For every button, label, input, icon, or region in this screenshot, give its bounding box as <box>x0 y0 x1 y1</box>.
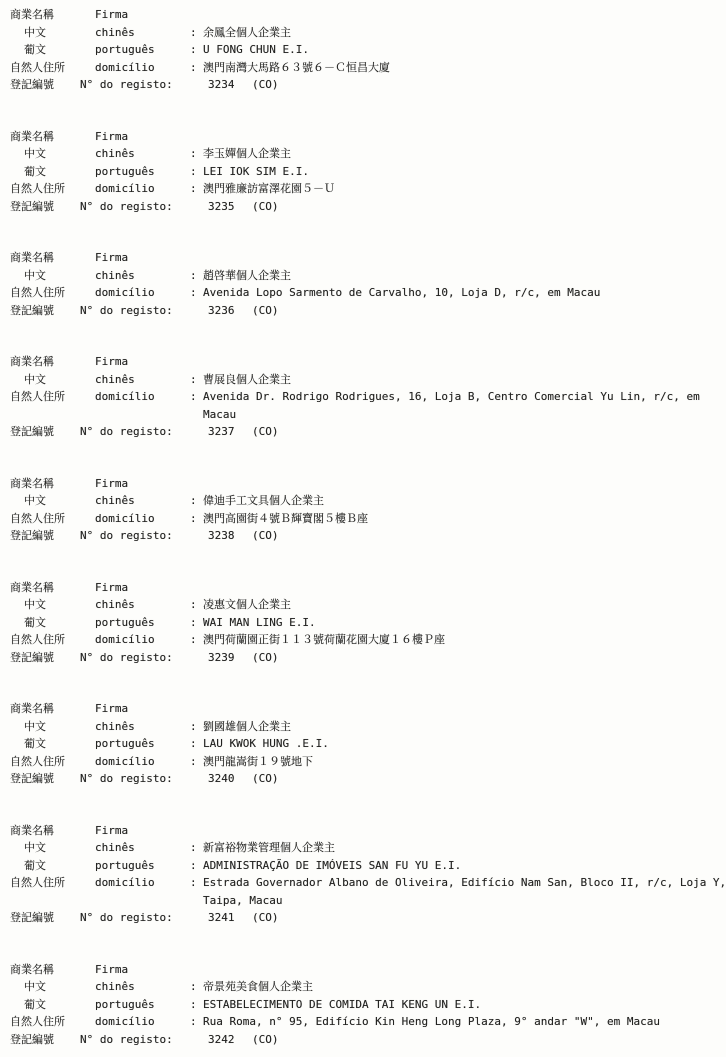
label-registry-pt: N° do registo: <box>80 78 173 91</box>
label-business-name-pt: Firma <box>95 251 129 264</box>
label-registry-zh: 登記編號 <box>10 650 54 664</box>
registration-row <box>10 770 718 788</box>
chinese-name-value: 劉國雄個人企業主 <box>203 719 291 733</box>
colon-separator: : <box>190 164 197 178</box>
chinese-name-row <box>10 978 718 996</box>
address-line: Rua Roma, n° 95, Edifício Kin Heng Long Plaza, 9° andar "W", em Macau <box>203 1015 660 1028</box>
colon-separator: : <box>190 182 197 195</box>
colon-separator: : <box>190 43 197 56</box>
label-chinese-pt: chinês <box>95 25 135 39</box>
registry-number: 3236 <box>208 303 235 317</box>
label-portuguese-pt: português <box>95 615 155 629</box>
address-line: Macau <box>203 407 237 421</box>
portuguese-name-row <box>10 996 718 1014</box>
label-chinese-zh: 中文 <box>24 25 46 39</box>
portuguese-name-value: WAI MAN LING E.I. <box>203 615 316 629</box>
chinese-name-value: 余鳳全個人企業主 <box>203 25 291 39</box>
address-value <box>203 874 726 909</box>
registration-row <box>10 76 718 94</box>
label-domicile-pt: domicílio <box>95 286 155 299</box>
address-value <box>203 284 718 302</box>
label-domicile-pt: domicílio <box>95 1015 155 1028</box>
business-name-row <box>10 128 718 146</box>
colon-separator: : <box>190 598 197 611</box>
label-portuguese-zh: 葡文 <box>24 615 46 629</box>
chinese-name-row <box>10 145 718 163</box>
registration-row <box>10 649 718 667</box>
address-row <box>10 180 718 198</box>
chinese-name-value: 趙啓華個人企業主 <box>203 268 291 282</box>
chinese-name-value: 新富裕物業管理個人企業主 <box>203 841 335 854</box>
chinese-name-value: 偉迪手工文具個人企業主 <box>203 494 324 507</box>
label-chinese-pt: chinês <box>95 598 135 611</box>
registry-suffix: (CO) <box>252 911 279 924</box>
address-line: 澳門龍嵩街１９號地下 <box>203 754 313 768</box>
label-registry-pt: N° do registo: <box>80 303 173 317</box>
address-row <box>10 284 718 302</box>
chinese-name-row <box>10 492 718 510</box>
label-registry-pt: N° do registo: <box>80 1032 173 1046</box>
address-row <box>10 388 718 423</box>
address-value <box>203 631 718 649</box>
registration-row <box>10 1031 718 1049</box>
registration-row <box>10 302 718 320</box>
label-domicile-zh: 自然人住所 <box>10 390 65 403</box>
label-business-name-pt: Firma <box>95 962 129 976</box>
colon-separator: : <box>190 511 197 525</box>
label-chinese-zh: 中文 <box>24 147 46 160</box>
registry-entry <box>10 961 718 1049</box>
address-value <box>203 388 718 423</box>
registry-entry <box>10 700 718 788</box>
business-name-row <box>10 353 718 371</box>
business-name-row <box>10 700 718 718</box>
chinese-name-value: 曹展良個人企業主 <box>203 372 291 386</box>
label-chinese-zh: 中文 <box>24 719 46 733</box>
address-line: 澳門雅廉訪富澤花園５－Ｕ <box>203 182 335 195</box>
portuguese-name-row <box>10 614 718 632</box>
label-chinese-zh: 中文 <box>24 841 46 854</box>
registry-entry <box>10 822 726 927</box>
label-registry-zh: 登記編號 <box>10 425 54 438</box>
address-value <box>203 1013 718 1031</box>
portuguese-name-row <box>10 735 718 753</box>
address-line: Avenida Lopo Sarmento de Carvalho, 10, Loja D, r/c, em Macau <box>203 286 601 299</box>
colon-separator: : <box>190 633 197 646</box>
label-chinese-pt: chinês <box>95 719 135 733</box>
registry-number: 3237 <box>208 425 235 438</box>
chinese-name-row <box>10 839 718 857</box>
colon-separator: : <box>190 494 197 507</box>
registry-number: 3242 <box>208 1032 235 1046</box>
colon-separator: : <box>190 286 197 299</box>
label-domicile-pt: domicílio <box>95 390 155 403</box>
business-name-row <box>10 249 718 267</box>
label-business-name-zh: 商業名稱 <box>10 962 54 976</box>
label-registry-zh: 登記編號 <box>10 529 54 542</box>
label-chinese-zh: 中文 <box>24 494 46 507</box>
label-chinese-zh: 中文 <box>24 268 46 282</box>
label-portuguese-pt: português <box>95 858 155 872</box>
portuguese-name-value: LEI IOK SIM E.I. <box>203 164 309 178</box>
address-line: 澳門高園街４號Ｂ輝寶閣５樓Ｂ座 <box>203 511 368 525</box>
business-name-row <box>10 822 718 840</box>
label-chinese-pt: chinês <box>95 268 135 282</box>
colon-separator: : <box>190 754 197 768</box>
label-business-name-zh: 商業名稱 <box>10 580 54 594</box>
label-domicile-pt: domicílio <box>95 754 155 768</box>
address-value <box>203 180 718 198</box>
registry-suffix: (CO) <box>252 772 279 785</box>
label-domicile-zh: 自然人住所 <box>10 511 65 525</box>
registry-suffix: (CO) <box>252 529 279 542</box>
address-row <box>10 631 718 649</box>
colon-separator: : <box>190 390 197 403</box>
label-business-name-zh: 商業名稱 <box>10 355 54 368</box>
label-domicile-pt: domicílio <box>95 60 155 74</box>
colon-separator: : <box>190 737 197 750</box>
registry-number: 3241 <box>208 911 235 924</box>
chinese-name-row <box>10 24 718 42</box>
chinese-name-value: 凌惠文個人企業主 <box>203 598 291 611</box>
chinese-name-row <box>10 718 718 736</box>
label-domicile-zh: 自然人住所 <box>10 876 65 889</box>
address-value <box>203 753 718 771</box>
registry-entry <box>10 579 718 667</box>
label-business-name-zh: 商業名稱 <box>10 8 54 21</box>
registry-number: 3235 <box>208 199 235 213</box>
label-registry-zh: 登記編號 <box>10 78 54 91</box>
registry-number: 3234 <box>208 78 235 91</box>
label-registry-zh: 登記編號 <box>10 303 54 317</box>
label-domicile-zh: 自然人住所 <box>10 60 65 74</box>
address-row <box>10 1013 718 1031</box>
label-domicile-pt: domicílio <box>95 633 155 646</box>
label-chinese-pt: chinês <box>95 494 135 507</box>
label-domicile-pt: domicílio <box>95 876 155 889</box>
registry-number: 3238 <box>208 529 235 542</box>
label-registry-pt: N° do registo: <box>80 772 173 785</box>
label-domicile-zh: 自然人住所 <box>10 286 65 299</box>
label-portuguese-pt: português <box>95 164 155 178</box>
label-domicile-zh: 自然人住所 <box>10 754 65 768</box>
portuguese-name-value: LAU KWOK HUNG .E.I. <box>203 737 329 750</box>
label-chinese-zh: 中文 <box>24 598 46 611</box>
label-business-name-zh: 商業名稱 <box>10 823 54 837</box>
label-portuguese-zh: 葡文 <box>24 997 46 1011</box>
label-registry-pt: N° do registo: <box>80 650 173 664</box>
address-row <box>10 874 726 909</box>
registry-suffix: (CO) <box>252 1032 279 1046</box>
label-chinese-pt: chinês <box>95 841 135 854</box>
label-portuguese-pt: português <box>95 43 155 56</box>
label-domicile-zh: 自然人住所 <box>10 182 65 195</box>
colon-separator: : <box>190 147 197 160</box>
label-portuguese-zh: 葡文 <box>24 164 46 178</box>
label-domicile-zh: 自然人住所 <box>10 633 65 646</box>
address-row <box>10 59 718 77</box>
address-value <box>203 59 718 77</box>
label-business-name-pt: Firma <box>95 580 129 594</box>
label-domicile-pt: domicílio <box>95 182 155 195</box>
colon-separator: : <box>190 25 197 39</box>
registry-entry <box>10 6 718 94</box>
registry-suffix: (CO) <box>252 425 279 438</box>
registry-suffix: (CO) <box>252 78 279 91</box>
address-value <box>203 510 718 528</box>
label-registry-zh: 登記編號 <box>10 772 54 785</box>
label-registry-pt: N° do registo: <box>80 911 173 924</box>
address-line: 澳門荷蘭園正街１１３號荷蘭花園大廈１６樓Ｐ座 <box>203 633 445 646</box>
label-portuguese-pt: português <box>95 997 155 1011</box>
chinese-name-row <box>10 267 718 285</box>
label-registry-zh: 登記編號 <box>10 199 54 213</box>
chinese-name-value: 帝景苑美食個人企業主 <box>203 980 313 993</box>
business-name-row <box>10 961 718 979</box>
colon-separator: : <box>190 1015 197 1028</box>
label-chinese-pt: chinês <box>95 980 135 993</box>
label-business-name-pt: Firma <box>95 476 129 490</box>
colon-separator: : <box>190 841 197 854</box>
label-registry-pt: N° do registo: <box>80 529 173 542</box>
label-registry-pt: N° do registo: <box>80 425 173 438</box>
label-portuguese-zh: 葡文 <box>24 858 46 872</box>
chinese-name-row <box>10 371 718 389</box>
label-business-name-pt: Firma <box>95 8 129 21</box>
chinese-name-value: 李玉嬋個人企業主 <box>203 147 291 160</box>
portuguese-name-row <box>10 163 718 181</box>
registry-entry <box>10 128 718 216</box>
registry-suffix: (CO) <box>252 199 279 213</box>
registry-entry <box>10 353 718 441</box>
label-portuguese-zh: 葡文 <box>24 737 46 750</box>
address-line: 澳門南灣大馬路６３號６－Ｃ恒昌大廈 <box>203 60 390 74</box>
registry-number: 3240 <box>208 772 235 785</box>
label-business-name-zh: 商業名稱 <box>10 476 54 490</box>
label-portuguese-pt: português <box>95 737 155 750</box>
label-chinese-pt: chinês <box>95 372 135 386</box>
colon-separator: : <box>190 980 197 993</box>
colon-separator: : <box>190 268 197 282</box>
address-line: Taipa, Macau <box>203 893 283 907</box>
portuguese-name-value: ESTABELECIMENTO DE COMIDA TAI KENG UN E.I. <box>203 997 482 1011</box>
business-name-row <box>10 6 718 24</box>
business-name-row <box>10 579 718 597</box>
registry-entry <box>10 475 718 545</box>
registry-suffix: (CO) <box>252 303 279 317</box>
portuguese-name-row <box>10 41 718 59</box>
registry-entry <box>10 249 718 319</box>
label-registry-zh: 登記編號 <box>10 1032 54 1046</box>
colon-separator: : <box>190 60 197 74</box>
address-row <box>10 753 718 771</box>
registration-row <box>10 527 718 545</box>
business-name-row <box>10 475 718 493</box>
label-business-name-zh: 商業名稱 <box>10 129 54 143</box>
colon-separator: : <box>190 615 197 629</box>
label-business-name-zh: 商業名稱 <box>10 702 54 715</box>
label-domicile-pt: domicílio <box>95 511 155 525</box>
label-business-name-pt: Firma <box>95 129 129 143</box>
label-portuguese-zh: 葡文 <box>24 43 46 56</box>
colon-separator: : <box>190 858 197 872</box>
label-business-name-pt: Firma <box>95 355 129 368</box>
registration-row <box>10 423 718 441</box>
label-chinese-zh: 中文 <box>24 372 46 386</box>
registry-suffix: (CO) <box>252 650 279 664</box>
portuguese-name-value: U FONG CHUN E.I. <box>203 43 309 56</box>
label-chinese-zh: 中文 <box>24 980 46 993</box>
colon-separator: : <box>190 372 197 386</box>
registry-number: 3239 <box>208 650 235 664</box>
portuguese-name-row <box>10 857 718 875</box>
colon-separator: : <box>190 997 197 1011</box>
address-row <box>10 510 718 528</box>
label-business-name-zh: 商業名稱 <box>10 251 54 264</box>
colon-separator: : <box>190 876 197 889</box>
label-domicile-zh: 自然人住所 <box>10 1015 65 1028</box>
label-chinese-pt: chinês <box>95 147 135 160</box>
label-business-name-pt: Firma <box>95 823 129 837</box>
registration-row <box>10 198 718 216</box>
registration-row <box>10 909 718 927</box>
label-registry-pt: N° do registo: <box>80 199 173 213</box>
colon-separator: : <box>190 719 197 733</box>
address-line: Estrada Governador Albano de Oliveira, Edifício Nam San, Bloco II, r/c, Loja Y, <box>203 876 726 889</box>
label-registry-zh: 登記編號 <box>10 911 54 924</box>
address-line: Avenida Dr. Rodrigo Rodrigues, 16, Loja B, Centro Comercial Yu Lin, r/c, em <box>203 390 700 403</box>
portuguese-name-value: ADMINISTRAÇÃO DE IMÓVEIS SAN FU YU E.I. <box>203 858 462 872</box>
label-business-name-pt: Firma <box>95 702 129 715</box>
chinese-name-row <box>10 596 718 614</box>
